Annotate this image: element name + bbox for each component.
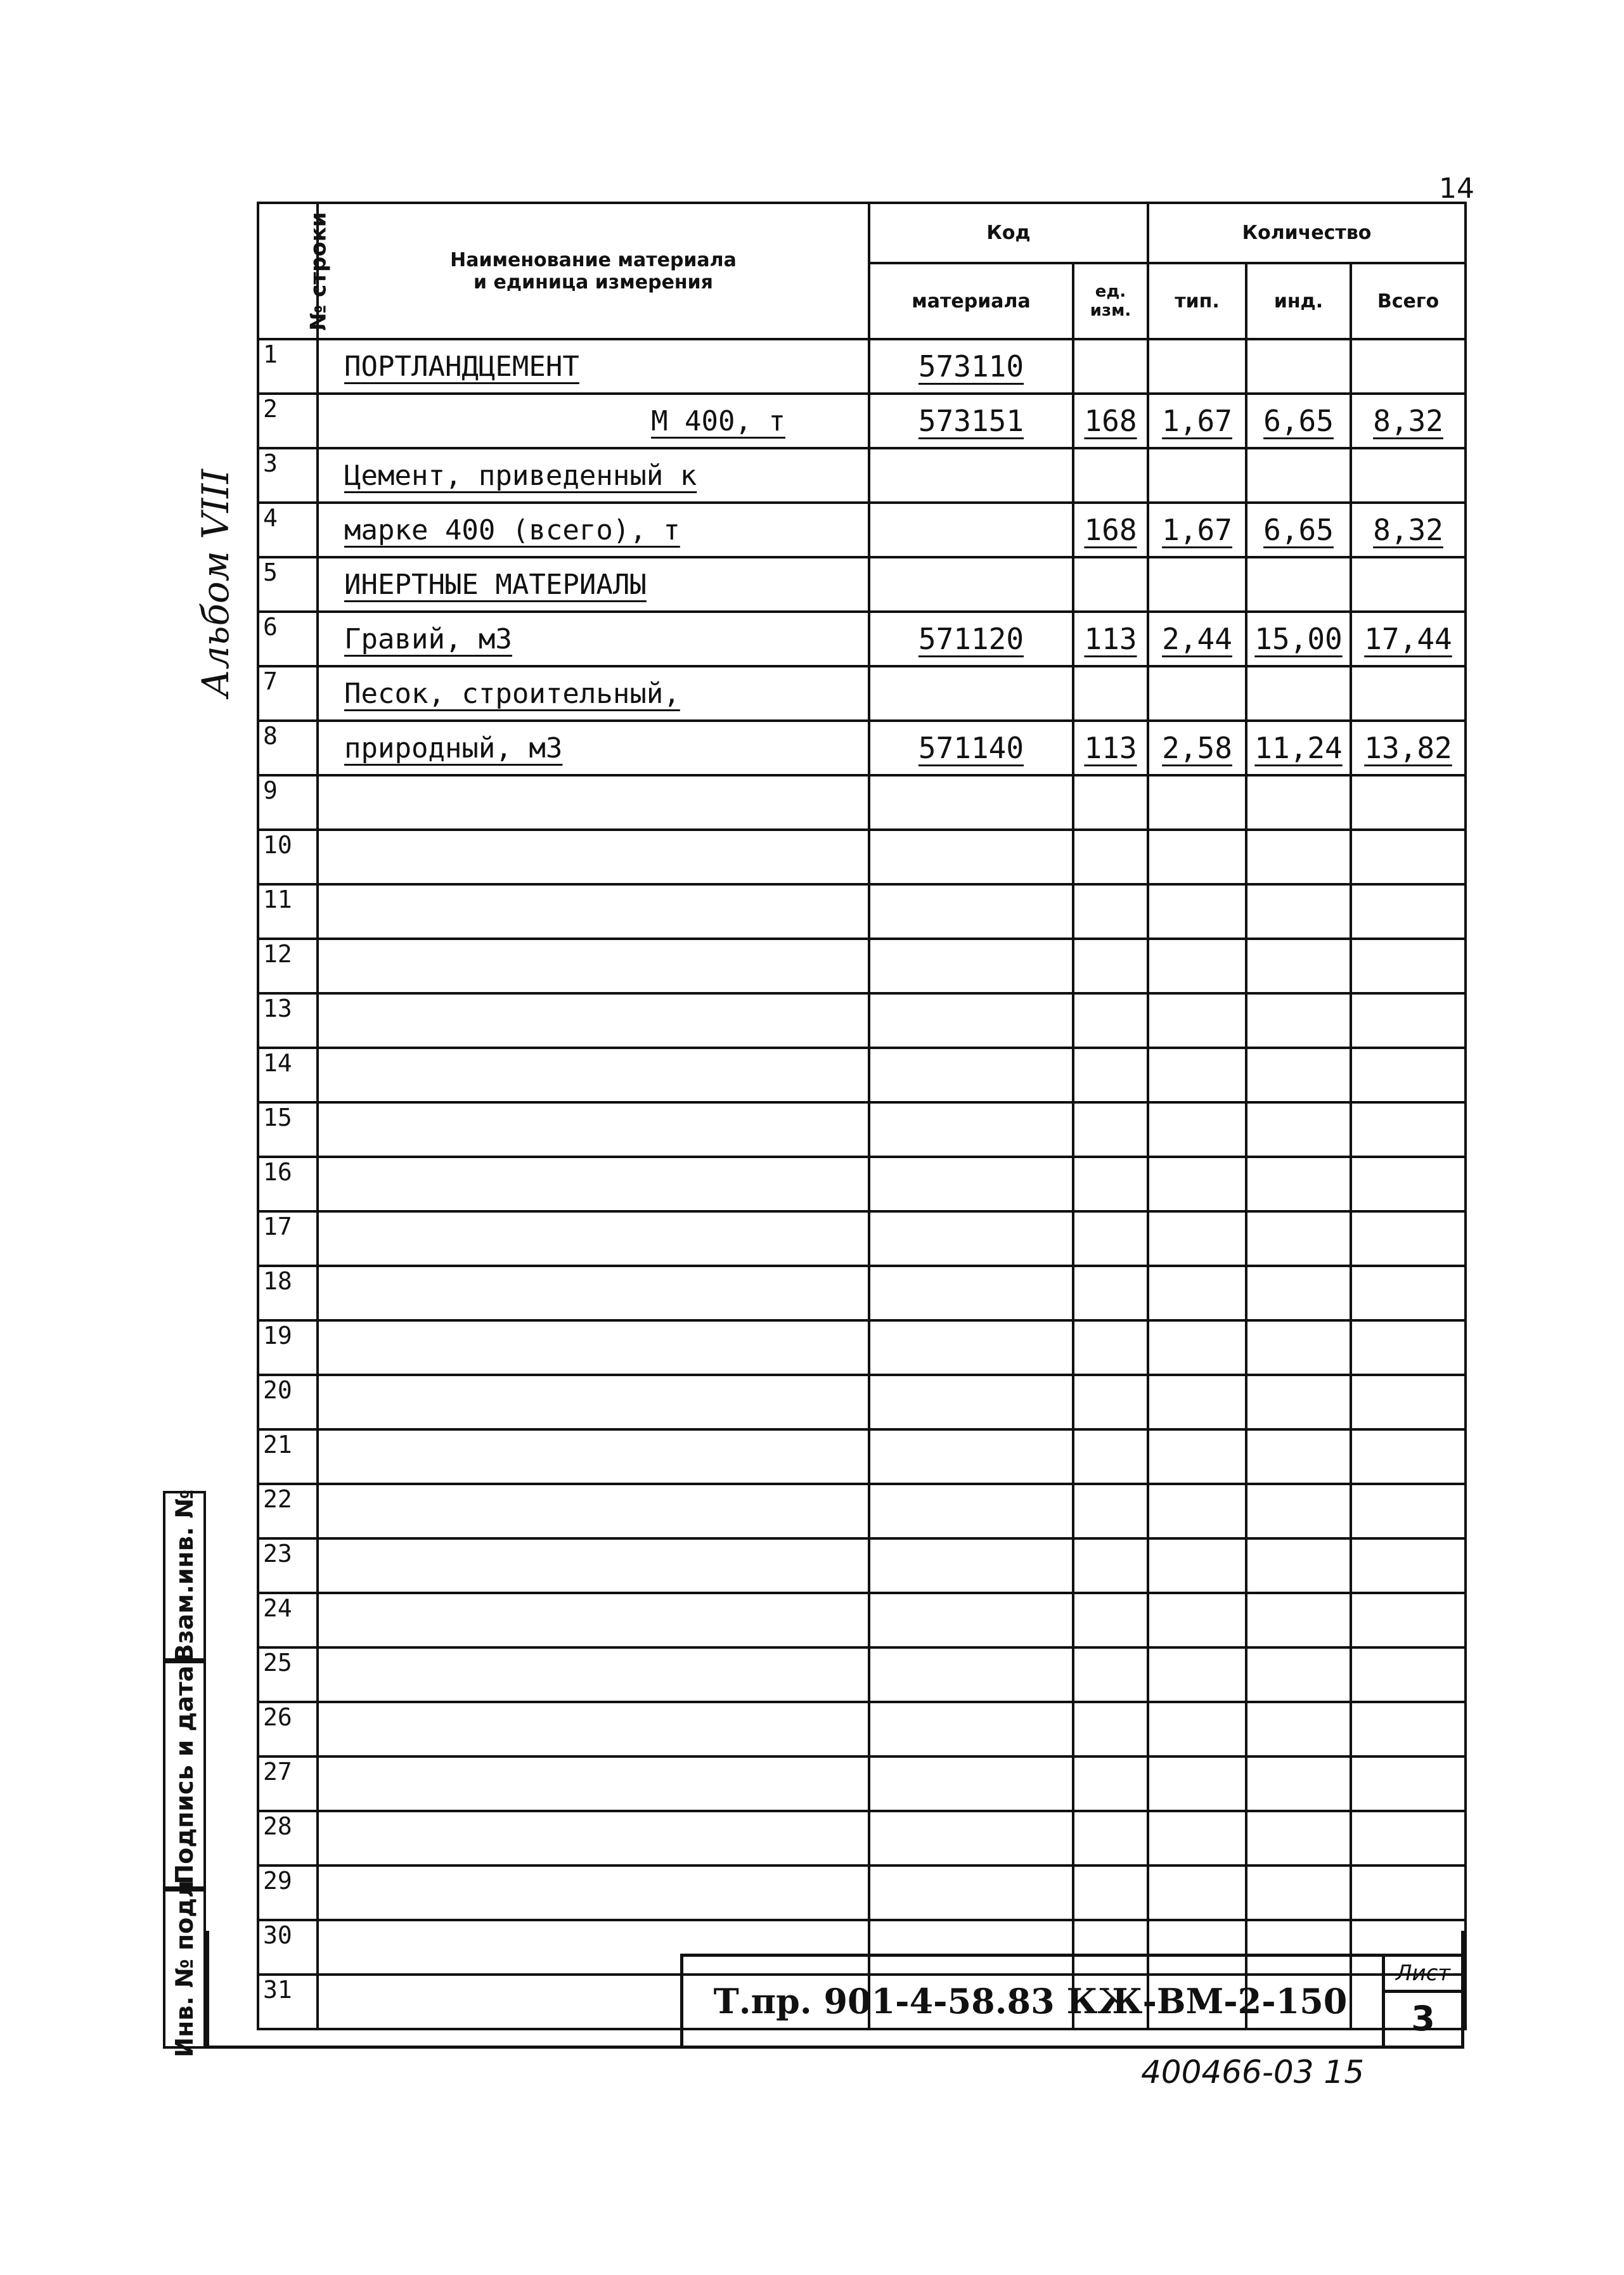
- material-code: [869, 1538, 1073, 1593]
- material-name: Цемент, приведенный к: [318, 448, 869, 503]
- qty-tip: [1148, 557, 1246, 612]
- qty-tip: 1,67: [1148, 503, 1246, 557]
- table-row: [258, 830, 1466, 884]
- material-code: [869, 1375, 1073, 1429]
- qty-tip: [1148, 1102, 1246, 1157]
- material-name: [318, 830, 869, 884]
- table-row: [258, 993, 1466, 1048]
- replaced-inventory-stamp: Взам.инв. №: [163, 1491, 206, 1661]
- qty-tip: 2,44: [1148, 612, 1246, 666]
- qty-ind: 6,65: [1246, 503, 1351, 557]
- header-code-unit: ед. изм.: [1073, 263, 1148, 339]
- document-designation: Т.пр. 901-4-58.83 КЖ-ВМ-2-150: [713, 1981, 1348, 2021]
- qty-ind: [1246, 830, 1351, 884]
- material-code: [869, 1157, 1073, 1211]
- unit-code: 168: [1073, 394, 1148, 448]
- qty-ind: [1246, 1211, 1351, 1266]
- archive-number: 400466-03 15: [1141, 2054, 1365, 2091]
- qty-ind: [1246, 1702, 1351, 1756]
- unit-code: [1073, 557, 1148, 612]
- material-code: [869, 1484, 1073, 1538]
- material-code: [869, 1429, 1073, 1484]
- material-code: [869, 1266, 1073, 1320]
- qty-ind: [1246, 666, 1351, 721]
- table-row: [258, 1593, 1466, 1647]
- table-row: [258, 503, 1466, 557]
- qty-tip: [1148, 1647, 1246, 1702]
- header-code-material: материала: [869, 263, 1073, 339]
- unit-code: [1073, 1266, 1148, 1320]
- unit-code: [1073, 1102, 1148, 1157]
- material-name: Гравий, м3: [318, 612, 869, 666]
- qty-tip: [1148, 1375, 1246, 1429]
- row-number: 8: [258, 721, 318, 775]
- table-row: [258, 557, 1466, 612]
- material-code: [869, 557, 1073, 612]
- material-code: [869, 1866, 1073, 1920]
- qty-ind: [1246, 1538, 1351, 1593]
- qty-tip: [1148, 830, 1246, 884]
- qty-total: [1351, 1484, 1466, 1538]
- material-code: [869, 1593, 1073, 1647]
- unit-code: [1073, 1866, 1148, 1920]
- header-qty-ind: инд.: [1246, 263, 1351, 339]
- unit-code: [1073, 1702, 1148, 1756]
- material-name: природный, м3: [318, 721, 869, 775]
- unit-code: [1073, 1756, 1148, 1811]
- qty-total: 8,32: [1351, 503, 1466, 557]
- row-number: 7: [258, 666, 318, 721]
- qty-ind: 11,24: [1246, 721, 1351, 775]
- qty-tip: [1148, 1811, 1246, 1866]
- qty-tip: [1148, 939, 1246, 993]
- row-number: 1: [258, 339, 318, 394]
- unit-code: [1073, 1538, 1148, 1593]
- unit-code: 168: [1073, 503, 1148, 557]
- qty-tip: [1148, 1211, 1246, 1266]
- materials-table: [257, 202, 1467, 2030]
- signature-date-stamp: Подпись и дата: [163, 1661, 206, 1889]
- row-number: 25: [258, 1647, 318, 1702]
- material-code: [869, 1756, 1073, 1811]
- row-number: 17: [258, 1211, 318, 1266]
- material-name: [318, 1647, 869, 1702]
- table-row: [258, 939, 1466, 993]
- qty-tip: [1148, 1048, 1246, 1102]
- unit-code: [1073, 1157, 1148, 1211]
- row-number: 11: [258, 884, 318, 939]
- qty-total: 8,32: [1351, 394, 1466, 448]
- qty-ind: [1246, 448, 1351, 503]
- qty-tip: [1148, 339, 1246, 394]
- row-number: 15: [258, 1102, 318, 1157]
- qty-ind: [1246, 1157, 1351, 1211]
- qty-tip: [1148, 1702, 1246, 1756]
- qty-ind: [1246, 1320, 1351, 1375]
- row-number: 20: [258, 1375, 318, 1429]
- qty-ind: [1246, 1048, 1351, 1102]
- table-row: [258, 1211, 1466, 1266]
- qty-total: [1351, 1538, 1466, 1593]
- material-name: [318, 1429, 869, 1484]
- material-name: М 400, т: [318, 394, 869, 448]
- table-row: [258, 1320, 1466, 1375]
- unit-code: [1073, 1484, 1148, 1538]
- table-row: [258, 1866, 1466, 1920]
- unit-code: [1073, 830, 1148, 884]
- table-row: [258, 448, 1466, 503]
- table-row: [258, 1429, 1466, 1484]
- material-name: [318, 1538, 869, 1593]
- table-row: [258, 1102, 1466, 1157]
- qty-total: 13,82: [1351, 721, 1466, 775]
- qty-ind: [1246, 1102, 1351, 1157]
- material-code: [869, 503, 1073, 557]
- qty-tip: [1148, 666, 1246, 721]
- qty-ind: [1246, 1811, 1351, 1866]
- unit-code: [1073, 339, 1148, 394]
- table-row: [258, 1647, 1466, 1702]
- material-code: [869, 666, 1073, 721]
- material-name: [318, 939, 869, 993]
- unit-code: [1073, 1320, 1148, 1375]
- unit-code: [1073, 1811, 1148, 1866]
- qty-ind: [1246, 993, 1351, 1048]
- qty-tip: [1148, 1866, 1246, 1920]
- sheet-box: [1382, 1957, 1461, 2046]
- material-name: [318, 775, 869, 830]
- material-code: [869, 1320, 1073, 1375]
- qty-total: [1351, 1157, 1466, 1211]
- material-name: [318, 884, 869, 939]
- material-name: [318, 993, 869, 1048]
- qty-tip: [1148, 1320, 1246, 1375]
- qty-tip: [1148, 1484, 1246, 1538]
- qty-tip: [1148, 1538, 1246, 1593]
- qty-ind: [1246, 1375, 1351, 1429]
- qty-ind: [1246, 339, 1351, 394]
- table-row: [258, 1484, 1466, 1538]
- material-name: [318, 1102, 869, 1157]
- material-code: [869, 939, 1073, 993]
- album-label: Альбом VIII: [194, 469, 237, 697]
- material-code: [869, 1211, 1073, 1266]
- material-code: [869, 448, 1073, 503]
- row-number: 18: [258, 1266, 318, 1320]
- row-number: 28: [258, 1811, 318, 1866]
- material-name: ИНЕРТНЫЕ МАТЕРИАЛЫ: [318, 557, 869, 612]
- qty-total: [1351, 1048, 1466, 1102]
- material-code: [869, 1102, 1073, 1157]
- qty-tip: [1148, 993, 1246, 1048]
- qty-total: [1351, 1211, 1466, 1266]
- qty-total: [1351, 884, 1466, 939]
- material-code: [869, 1647, 1073, 1702]
- unit-code: [1073, 666, 1148, 721]
- material-name: [318, 1811, 869, 1866]
- table-row: [258, 775, 1466, 830]
- row-number: 2: [258, 394, 318, 448]
- qty-tip: [1148, 775, 1246, 830]
- qty-tip: [1148, 448, 1246, 503]
- unit-code: 113: [1073, 612, 1148, 666]
- page-number: 14: [1439, 172, 1474, 205]
- header-qty-total: Всего: [1351, 263, 1466, 339]
- qty-ind: 15,00: [1246, 612, 1351, 666]
- header-code: Код: [869, 203, 1148, 263]
- table-row: [258, 1266, 1466, 1320]
- table-row: [258, 1702, 1466, 1756]
- unit-code: [1073, 1048, 1148, 1102]
- material-name: Песок, строительный,: [318, 666, 869, 721]
- qty-tip: [1148, 884, 1246, 939]
- row-number: 26: [258, 1702, 318, 1756]
- unit-code: [1073, 884, 1148, 939]
- material-name: [318, 1157, 869, 1211]
- table-row: [258, 721, 1466, 775]
- table-row: [258, 1048, 1466, 1102]
- row-number: 24: [258, 1593, 318, 1647]
- row-number: 12: [258, 939, 318, 993]
- row-number: 3: [258, 448, 318, 503]
- qty-tip: [1148, 1266, 1246, 1320]
- table-row: [258, 612, 1466, 666]
- qty-ind: [1246, 775, 1351, 830]
- qty-total: [1351, 1811, 1466, 1866]
- material-code: [869, 1048, 1073, 1102]
- qty-tip: [1148, 1157, 1246, 1211]
- qty-ind: [1246, 884, 1351, 939]
- material-code: [869, 775, 1073, 830]
- material-code: [869, 993, 1073, 1048]
- row-number: 10: [258, 830, 318, 884]
- material-name: [318, 1048, 869, 1102]
- table-row: [258, 1538, 1466, 1593]
- material-code: 571140: [869, 721, 1073, 775]
- qty-total: [1351, 1593, 1466, 1647]
- unit-code: [1073, 775, 1148, 830]
- qty-total: [1351, 557, 1466, 612]
- qty-tip: [1148, 1429, 1246, 1484]
- qty-total: 17,44: [1351, 612, 1466, 666]
- material-code: [869, 1702, 1073, 1756]
- material-code: 571120: [869, 612, 1073, 666]
- material-name: [318, 1484, 869, 1538]
- material-code: [869, 830, 1073, 884]
- table-row: [258, 1811, 1466, 1866]
- material-code: 573110: [869, 339, 1073, 394]
- unit-code: [1073, 1593, 1148, 1647]
- row-number: 29: [258, 1866, 318, 1920]
- table-row: [258, 666, 1466, 721]
- qty-ind: [1246, 1484, 1351, 1538]
- row-number: 4: [258, 503, 318, 557]
- qty-tip: [1148, 1756, 1246, 1811]
- qty-ind: [1246, 1756, 1351, 1811]
- unit-code: [1073, 939, 1148, 993]
- material-name: марке 400 (всего), т: [318, 503, 869, 557]
- qty-total: [1351, 1266, 1466, 1320]
- row-number: 5: [258, 557, 318, 612]
- original-inventory-stamp: Инв. № подл: [163, 1889, 206, 2049]
- row-number: 14: [258, 1048, 318, 1102]
- material-name: [318, 1593, 869, 1647]
- table-row: [258, 339, 1466, 394]
- qty-total: [1351, 1429, 1466, 1484]
- unit-code: [1073, 1375, 1148, 1429]
- qty-total: [1351, 1756, 1466, 1811]
- sheet-label: Лист: [1385, 1957, 1461, 1993]
- qty-total: [1351, 993, 1466, 1048]
- material-name: [318, 1320, 869, 1375]
- material-name: [318, 1756, 869, 1811]
- qty-ind: [1246, 1593, 1351, 1647]
- row-number: 16: [258, 1157, 318, 1211]
- row-number: 30: [258, 1920, 318, 1975]
- row-number: 19: [258, 1320, 318, 1375]
- sheet-number: 3: [1411, 1998, 1435, 2039]
- table-row: [258, 1157, 1466, 1211]
- qty-total: [1351, 666, 1466, 721]
- qty-tip: 2,58: [1148, 721, 1246, 775]
- material-code: [869, 884, 1073, 939]
- qty-total: [1351, 830, 1466, 884]
- unit-code: [1073, 1211, 1148, 1266]
- qty-total: [1351, 448, 1466, 503]
- qty-tip: [1148, 1593, 1246, 1647]
- unit-code: 113: [1073, 721, 1148, 775]
- qty-ind: [1246, 1866, 1351, 1920]
- qty-tip: 1,67: [1148, 394, 1246, 448]
- qty-total: [1351, 1102, 1466, 1157]
- material-code: 573151: [869, 394, 1073, 448]
- qty-ind: 6,65: [1246, 394, 1351, 448]
- qty-total: [1351, 1320, 1466, 1375]
- qty-total: [1351, 1375, 1466, 1429]
- unit-code: [1073, 993, 1148, 1048]
- qty-total: [1351, 339, 1466, 394]
- unit-code: [1073, 1429, 1148, 1484]
- row-number: 6: [258, 612, 318, 666]
- title-block: [680, 1954, 1464, 2049]
- row-number: 23: [258, 1538, 318, 1593]
- material-name: [318, 1866, 869, 1920]
- header-qty-tip: тип.: [1148, 263, 1246, 339]
- qty-total: [1351, 939, 1466, 993]
- header-quantity: Количество: [1148, 203, 1466, 263]
- row-number: 21: [258, 1429, 318, 1484]
- header-row-number: № строки: [258, 203, 318, 339]
- material-name: [318, 1702, 869, 1756]
- table-row: [258, 394, 1466, 448]
- material-name: [318, 1211, 869, 1266]
- table-row: [258, 1375, 1466, 1429]
- row-number: 13: [258, 993, 318, 1048]
- row-number: 9: [258, 775, 318, 830]
- qty-ind: [1246, 1647, 1351, 1702]
- qty-total: [1351, 1866, 1466, 1920]
- material-name: ПОРТЛАНДЦЕМЕНТ: [318, 339, 869, 394]
- table-row: [258, 884, 1466, 939]
- qty-ind: [1246, 1429, 1351, 1484]
- material-name: [318, 1375, 869, 1429]
- row-number: 31: [258, 1975, 318, 2029]
- qty-total: [1351, 1647, 1466, 1702]
- qty-total: [1351, 1702, 1466, 1756]
- header-material-name: Наименование материала и единица измерения: [318, 203, 869, 339]
- table-row: [258, 1756, 1466, 1811]
- material-name: [318, 1266, 869, 1320]
- unit-code: [1073, 448, 1148, 503]
- unit-code: [1073, 1647, 1148, 1702]
- qty-ind: [1246, 557, 1351, 612]
- qty-ind: [1246, 1266, 1351, 1320]
- qty-ind: [1246, 939, 1351, 993]
- material-code: [869, 1811, 1073, 1866]
- row-number: 22: [258, 1484, 318, 1538]
- qty-total: [1351, 775, 1466, 830]
- row-number: 27: [258, 1756, 318, 1811]
